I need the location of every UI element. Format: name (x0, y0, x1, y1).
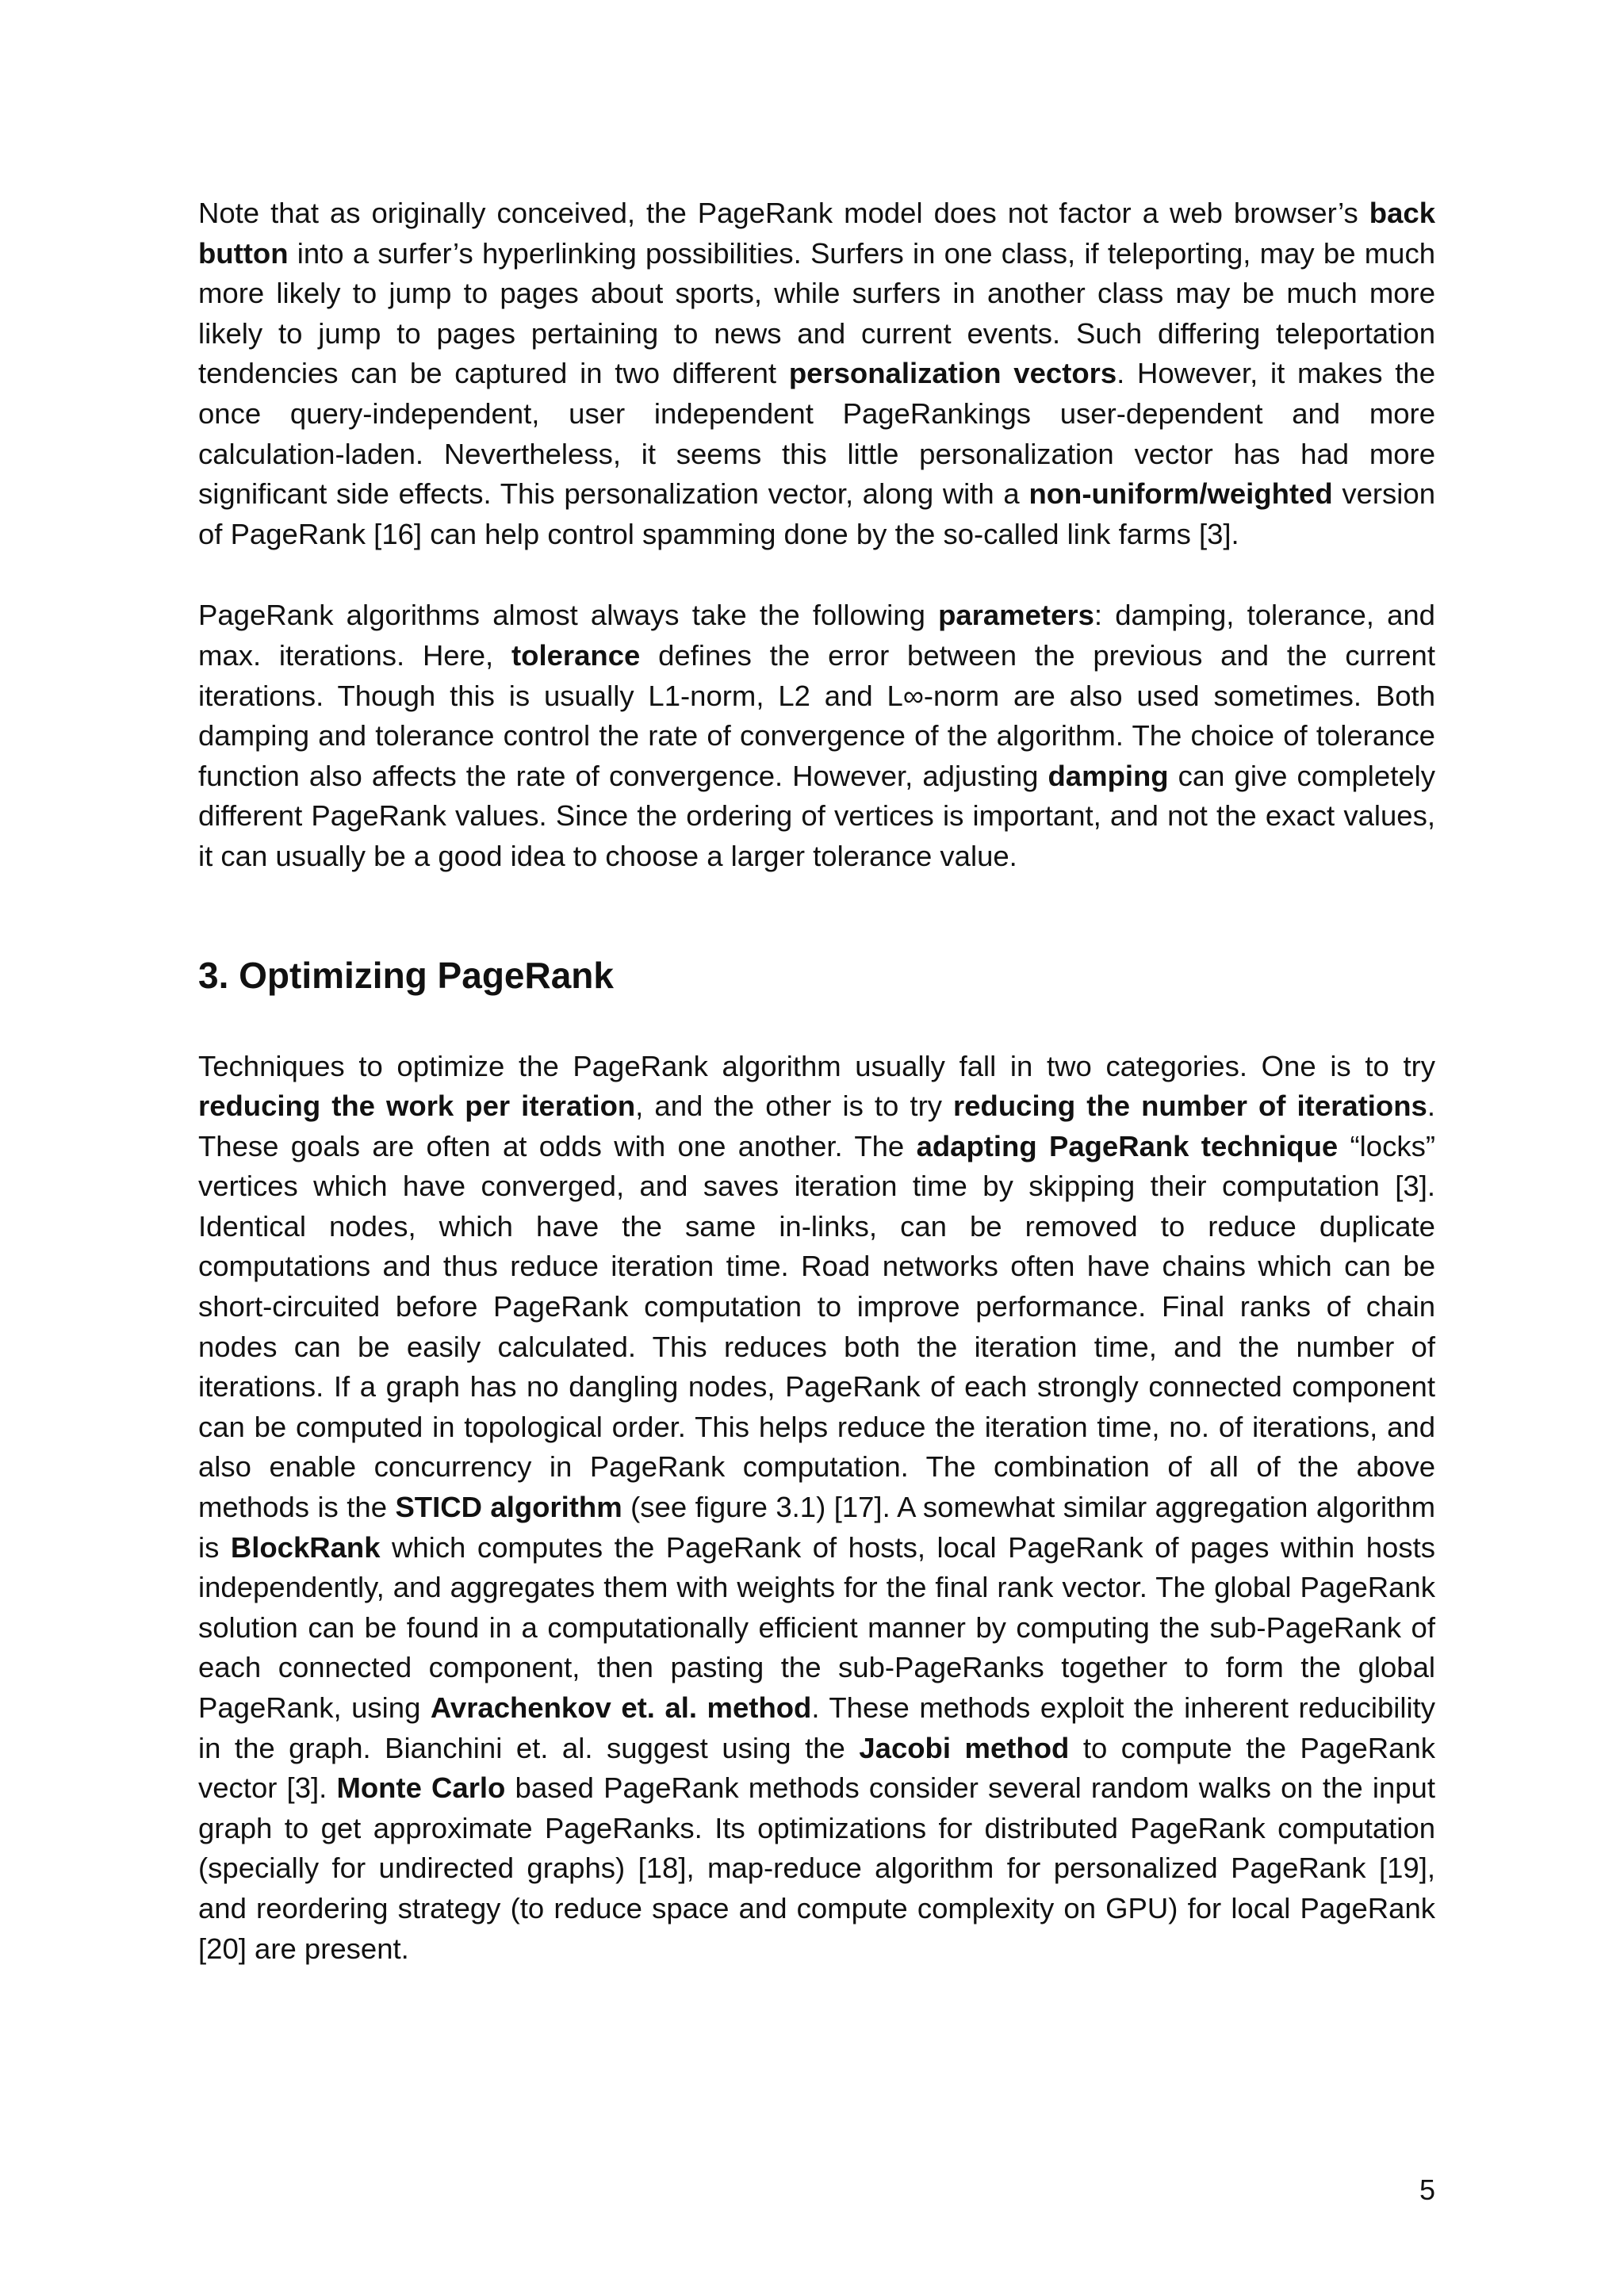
paragraph-personalization (198, 193, 1435, 554)
bold-term: STICD algorithm (395, 1491, 622, 1524)
paragraph-optimizing (198, 1047, 1435, 1970)
bold-term: Monte Carlo (336, 1771, 506, 1805)
text-run: to compute the PageRank vector [3]. (198, 1731, 1435, 1805)
text-run: (see figure 3.1) [17]. A somewhat similar aggregation algorithm is (198, 1491, 1435, 1564)
bold-term: Jacobi method (859, 1731, 1070, 1764)
text-run: . These methods exploit the inherent reducibility in the graph. Bianchini et. al. suggest using the (198, 1691, 1435, 1764)
text-run: “locks” vertices which have converged, and saves iteration time by skipping their computation [3]. Identical nodes, which have the same in-links, can be removed to reduce duplicate computations and thus reduce iteration time. Road networks often have chains which can be short-circuited before PageRank computation to improve performance. Final ranks of chain nodes can be easily calculated. This reduces both the iteration time, and the number of iterations. If a graph has no dangling nodes, PageRank of each strongly connected component can be computed in topological order. This helps reduce the iteration time, no. of iterations, and also enable concurrency in PageRank computation. The combination of all of the above methods is the (198, 1129, 1435, 1524)
page-number: 5 (1419, 2173, 1435, 2206)
page-content (198, 193, 1435, 1969)
text-run: based PageRank methods consider several random walks on the input graph to get approximate PageRanks. Its optimizations for distributed PageRank computation (specially for undirected graphs) [18], map-reduce algorithm for personalized PageRank [19], and reordering strategy (to reduce space and compute complexity on GPU) for local PageRank [20] are present. (198, 1771, 1435, 1965)
text-run: . However, it makes the once query-independent, user independent PageRankings user-dependent and more calculation-laden. Nevertheless, it seems this little personalization vector has had more significant side effects. This personalization vector, along with a (198, 357, 1435, 511)
text-run: Note that as originally conceived, the PageRank model does not factor a web browser’s (198, 197, 1369, 229)
bold-term: reducing the number of iterations (953, 1090, 1427, 1123)
text-run: , and the other is to try (635, 1090, 954, 1123)
text-run: Techniques to optimize the PageRank algorithm usually fall in two categories. One is to try (198, 1049, 1435, 1082)
text-run: which computes the PageRank of hosts, local PageRank of pages within hosts independently, and aggregates them with weights for the final rank vector. The global PageRank solution can be found in a computationally efficient manner by computing the sub-PageRank of each connected component, then pasting the sub-PageRanks together to form the global PageRank, using (198, 1530, 1436, 1724)
text-run: : damping, tolerance, and max. iterations. Here, (198, 599, 1435, 672)
text-run: . These goals are often at odds with one another. The (198, 1090, 1435, 1162)
text-run: PageRank algorithms almost always take the following (198, 599, 939, 632)
bold-term: parameters (938, 599, 1094, 632)
bold-term: reducing the work per iteration (198, 1090, 636, 1123)
bold-term: personalization vectors (788, 357, 1117, 390)
bold-term: damping (1048, 759, 1169, 792)
bold-term: tolerance (511, 638, 641, 672)
bold-term: Avrachenkov et. al. method (430, 1691, 812, 1724)
section-heading: 3. Optimizing PageRank (198, 954, 614, 996)
bold-term: adapting PageRank technique (916, 1129, 1339, 1162)
text-run: into a surfer’s hyperlinking possibilities. Surfers in one class, if teleporting, may be much more likely to jump to pages about sports, while surfers in another class may be much more likely to jump to pages pertaining to news and current events. Such differing teleportation tendencies can be captured in two different (198, 236, 1435, 390)
bold-term: BlockRank (230, 1530, 381, 1564)
text-run: version of PageRank [16] can help control spamming done by the so-called link farms [3]. (198, 477, 1436, 550)
text-run: can give completely different PageRank values. Since the ordering of vertices is important, and not the exact values, it can usually be a good idea to choose a larger tolerance value. (198, 759, 1435, 872)
paragraph-parameters (198, 596, 1435, 876)
bold-term: non-uniform/weighted (1028, 477, 1333, 511)
bold-term: back button (198, 197, 1435, 270)
text-run: defines the error between the previous and the current iterations. Though this is usually L1-norm, L2 and L∞-norm are also used sometimes. Both damping and tolerance control the rate of convergence of the algorithm. The choice of tolerance function also affects the rate of convergence. However, adjusting (198, 638, 1435, 792)
